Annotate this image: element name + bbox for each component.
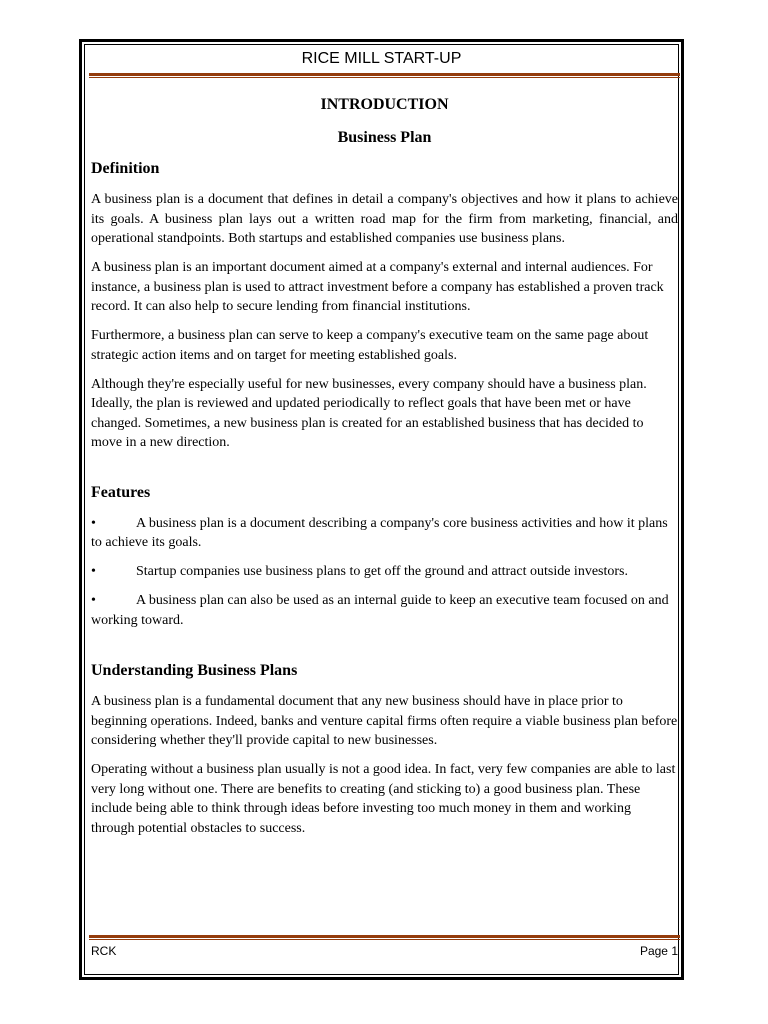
feature-list-item — [91, 514, 678, 553]
understanding-paragraph: A business plan is a fundamental document that any new business should have in place prior to beginning operations. Indeed, banks and venture capital firms often require a viable business plan before considering whether they'll provide capital to new businesses. — [91, 694, 678, 748]
features-heading: Features — [91, 483, 151, 501]
footer-rule — [89, 935, 680, 940]
feature-list-item — [91, 562, 678, 582]
definition-heading: Definition — [91, 160, 160, 177]
definition-paragraph: A business plan is an important document aimed at a company's external and internal audiences. For instance, a business plan is used to attract investment before a company has established a proven track record. It can also help to secure lending from financial institutions. — [91, 260, 664, 314]
footer-author: RCK — [91, 944, 117, 958]
page-number: Page 1 — [639, 944, 678, 958]
feature-text: Startup companies use business plans to get off the ground and attract outside investors. — [136, 564, 628, 579]
definition-paragraph: A business plan is a document that defines in detail a company's objectives and how it plans to achieve its goals. A business plan lays out a written road map for the firm from marketing, financial, and operational standpoints. Both startups and established companies use business plans. — [91, 192, 678, 246]
header-rule — [89, 73, 680, 78]
intro-heading: INTRODUCTION — [320, 96, 449, 113]
business-plan-subheading: Business Plan — [337, 129, 432, 146]
understanding-paragraph: Operating without a business plan usually is not a good idea. In fact, very few companies are able to last very long without one. There are benefits to creating (and sticking to) a good business plan. These include being able to think through ideas before investing too much money in them and working through potential obstacles to success. — [91, 762, 676, 836]
bullet-mark: • — [91, 515, 96, 531]
understanding-heading: Understanding Business Plans — [91, 662, 298, 679]
page-content — [91, 94, 678, 848]
feature-list-item — [91, 591, 678, 630]
definition-paragraph: Furthermore, a business plan can serve to keep a company's executive team on the same page about strategic action items and on target for meeting established goals. — [91, 328, 649, 363]
bullet-mark: • — [91, 593, 96, 608]
feature-text: A business plan is a document describing a company's core business activities and how it plans to achieve its goals. — [91, 515, 668, 550]
header-title: RICE MILL START-UP — [301, 50, 462, 67]
definition-paragraph: Although they're especially useful for new businesses, every company should have a business plan. Ideally, the plan is reviewed and updated periodically to reflect goals that have been met or have changed. Sometimes, a new business plan is created for an established business that has decided to move in a new direction. — [91, 376, 647, 450]
feature-text: A business plan can also be used as an internal guide to keep an executive team focused on and working toward. — [91, 593, 669, 628]
bullet-mark: • — [91, 564, 96, 579]
